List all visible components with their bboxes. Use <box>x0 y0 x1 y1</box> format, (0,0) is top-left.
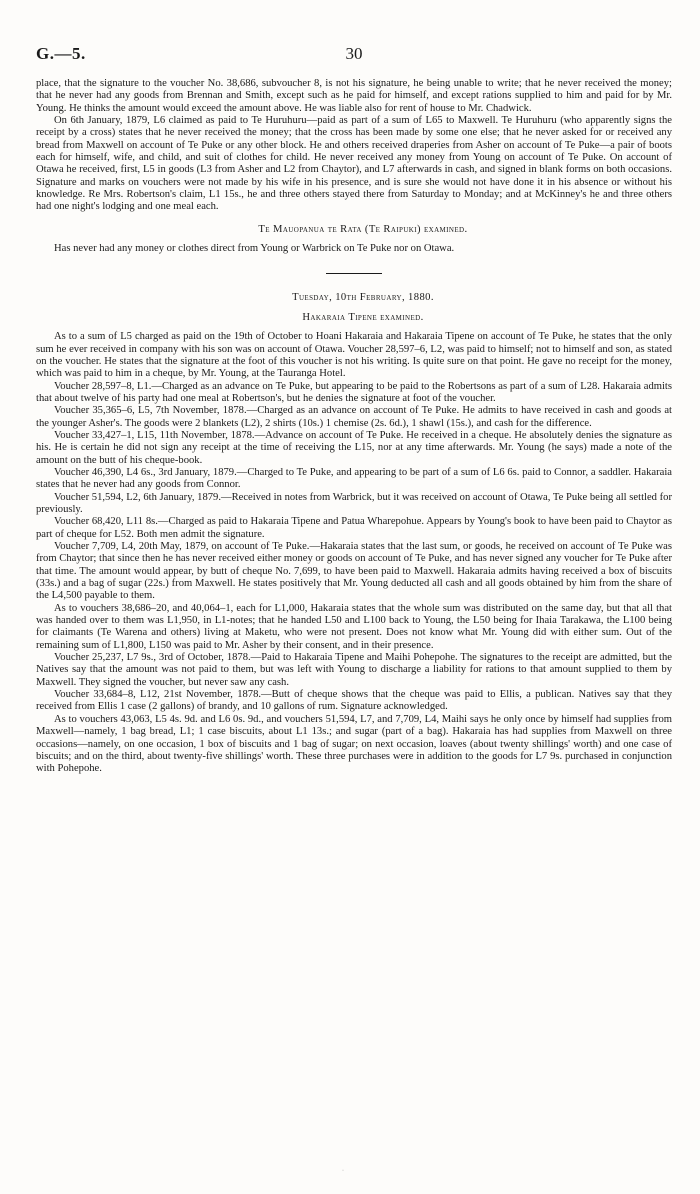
paragraph: As to a sum of L5 charged as paid on the 19th of October to Hoani Hakaraia and Hakaraia Tipene on account of Te Puke, he states that the only sum he ever received in company with his son was on account of Otawa. Voucher 28,597–6, L2, was paid to himself; not to himself and son, as stated on the voucher. He states that the signature at the foot of this voucher is not his writing. Is quite sure on that point. He gave no receipt for the money, which was paid to him in a cheque, by Mr. Young, at the Tauranga Hotel. <box>36 331 672 380</box>
paragraph: Has never had any money or clothes direct from Young or Warbrick on Te Puke nor on Otawa. <box>54 243 455 255</box>
paragraph: Voucher 46,390, L4 6s., 3rd January, 1879.—Charged to Te Puke, and appearing to be part of a sum of L6 6s. paid to Connor, a saddler. Hakaraia states that he never had any goods from Connor. <box>36 466 672 491</box>
paragraph: Voucher 51,594, L2, 6th January, 1879.—Received in notes from Warbrick, but it was received on account of Otawa, Te Puke being all settled for previously. <box>36 491 672 515</box>
page-header <box>36 44 672 68</box>
section-heading-te-mauopanua: Te Mauopanua te Rata (Te Raipuki) examined. <box>258 223 468 235</box>
paragraph: Voucher 68,420, L11 8s.—Charged as paid to Hakaraia Tipene and Patua Wharepohue. Appears by Young's book to have been paid to Chaytor as part of cheque for L52. Both men admit the signature. <box>36 516 672 540</box>
paragraph: Voucher 28,597–8, L1.—Charged as an advance on Te Puke, but appearing to be paid to the Robertsons as part of a sum of L28. Hakaraia admits that about twelve of his party had one meal at Robertson's, but he denies the signature at foot of the voucher. <box>36 380 672 404</box>
paragraph: place, that the signature to the voucher No. 38,686, subvoucher 8, is not his signature, he being unable to write; that he never received the money; that he never had any goods from Brennan and Smith, except such as he paid for himself, and except rations supplied to him and paid for by Mr. Young. He thinks the amount would exceed the amount above. He was liable also for rent of house to Mr. Chadwick. <box>36 78 672 114</box>
document-reference: G.—5. <box>36 44 86 63</box>
section-divider <box>326 273 382 274</box>
paragraph: As to vouchers 38,686–20, and 40,064–1, each for L1,000, Hakaraia states that the whole sum was distributed on the same day, but that all that was handed over to them was L1,950, in L1-notes; that he handed L50 and L100 back to Young, the L50 being for Ihaia Tarakawa, the L100 being for claimants (Te Warena and others) living at Maketu, who were not present. Does not know what Mr. Young did with either sum. Out of the remaining sum of L1,800, L150 was paid to Mr. Asher by their consent, and in their presence. <box>36 602 672 651</box>
date-heading: Tuesday, 10th February, 1880. <box>292 292 434 304</box>
paragraph: As to vouchers 43,063, L5 4s. 9d. and L6 0s. 9d., and vouchers 51,594, L7, and 7,709, L4, Maihi says he only once by himself had supplies from Maxwell—namely, 1 bag bread, L1; 1 case biscuits, about L1 13s.; and sugar (part of a bag). Hakaraia has had supplies from Maxwell on three occasions—namely, on one occasion, 1 box of biscuits and 1 bag of sugar; on next occasion, loaves (about twenty shillings' worth) and one case of biscuits; and on the third, about twenty-five shillings' worth. These three purchases were in addition to the goods for L7 9s. purchased in conjunction with Pohepohe. <box>36 713 672 775</box>
page-number: 30 <box>345 44 363 63</box>
paragraph: Voucher 25,237, L7 9s., 3rd of October, 1878.—Paid to Hakaraia Tipene and Maihi Pohepohe. The signatures to the receipt are admitted, but the Natives say that the amount was not paid to them, but was left with Young to discharge a liability for rations to that amount supplied to them by Maxwell. They signed the voucher, but never saw any cash. <box>36 652 672 688</box>
paragraph: On 6th January, 1879, L6 claimed as paid to Te Huruhuru—paid as part of a sum of L65 to Maxwell. Te Huruhuru (who apparently signs the receipt by a cross) states that he never received the money; that the cross has been made by some one else; that he never asked for or received any bread from Maxwell on account of Te Puke or any other block. He and others received draperies from Asher on account of Te Puke—a pair of boots each for himself, wife, and child, and suit of clothes for child. He never received any money from Young on account of Te Puke. On account of Otawa he received, first, L5 in goods (L3 from Asher and L2 from Chaytor), and L7 afterwards in cash, and signed in blank forms on both occasions. Signature and marks on vouchers were not made by his wife in his presence, and is sure she would not have done it in his absence or without his knowledge. Re Mrs. Robertson's claim, L1 15s., he and three others stayed there from Saturday to Monday; and at McKinney's he and three others had one night's lodging and one meal each. <box>36 115 672 213</box>
section-heading-hakaraia-tipene: Hakaraia Tipene examined. <box>302 311 424 323</box>
paragraph: Voucher 35,365–6, L5, 7th November, 1878.—Charged as an advance on account of Te Puke. He admits to have received in cash and goods at the younger Asher's. The goods were 2 blankets (L2), 2 shirts (10s.) 1 chemise (2s. 6d.), 1 shawl (15s.), and cash for the difference. <box>36 405 672 429</box>
paragraph: Voucher 7,709, L4, 20th May, 1879, on account of Te Puke.—Hakaraia states that the last sum, or goods, he received on account of Te Puke was from Chaytor; that since then he has never received either money or goods on account of Te Puke, and has never signed any voucher for Te Puke after that time. The amount would appear, by butt of cheque No. 7,699, to have been paid to Maxwell. Hakaraia admits having received a box of biscuits (33s.) and a bag of sugar (22s.) from Maxwell. He states positively that Mr. Young deducted all cash and all goods obtained by him from the share of the L4,500 payable to them. <box>36 541 672 602</box>
paragraph: Voucher 33,684–8, L12, 21st November, 1878.—Butt of cheque shows that the cheque was paid to Ellis, a publican. Natives say that they received from Ellis 1 case (2 gallons) of brandy, and 10 gallons of rum. Signature acknowledged. <box>36 689 672 713</box>
page-body <box>36 78 672 776</box>
paragraph: Voucher 33,427–1, L15, 11th November, 1878.—Advance on account of Te Puke. He received in a cheque. He absolutely denies the signature as his. He is certain he did not sign any receipt at the time of receiving the L15, nor at any time afterwards. Mr. Young (he says) made a note of the amount on the butt of his cheque-book. <box>36 429 672 466</box>
page-footer-mark: · <box>342 1168 344 1174</box>
